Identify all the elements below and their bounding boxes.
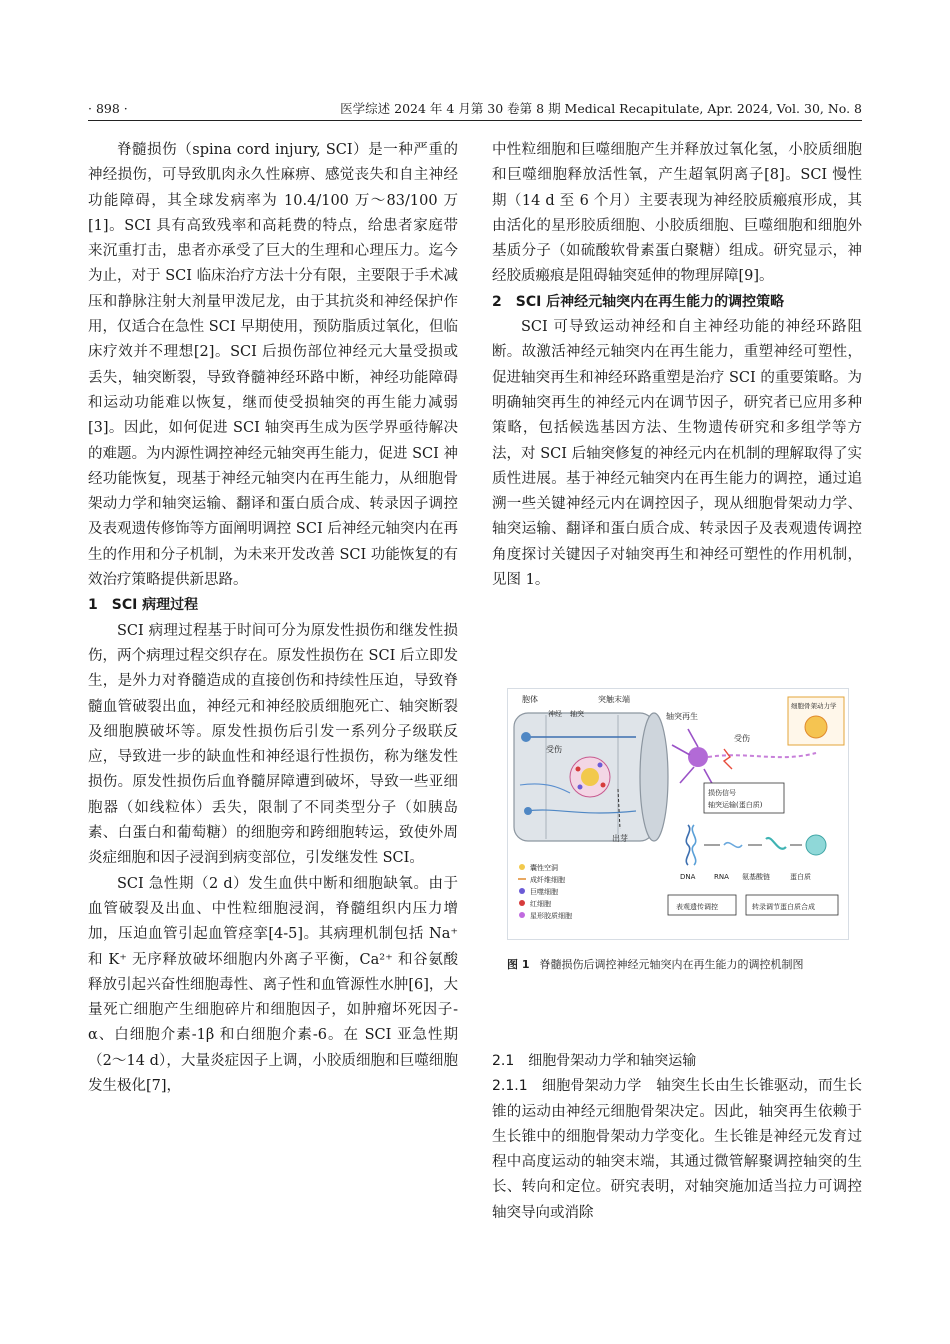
figure-caption-text: 脊髓损伤后调控神经元轴突内在再生能力的调控机制图 bbox=[539, 958, 804, 971]
right-column bbox=[492, 138, 862, 593]
label-amino-acid: 氨基酸链 bbox=[742, 873, 770, 881]
dna-icon bbox=[686, 825, 689, 865]
label-regeneration: 轴突再生 bbox=[666, 712, 698, 721]
label-epigenetic: 表观遗传调控 bbox=[676, 903, 718, 911]
section-2-paragraph: SCI 可导致运动神经和自主神经功能的神经环路阻断。故激活神经元轴突内在再生能力，重塑神经可塑性，促进轴突再生和神经环路重塑是治疗 SCI 的重要策略。为明确轴突再生的神经元内在调节因子，研究者已应用多种策略，包括候选基因方法、生物遗传研究和多组学等方法，对 SCI 后轴突修复的神经元内在机制的理解取得了实质性进展。基于神经元轴突内在再生能力的调控，通过追溯一些关键神经元内在调控因子，现从细胞骨架动力学、轴突运输、翻译和蛋白质合成、转录因子及表观遗传调控角度探讨关键因子对轴突再生和神经可塑性的作用机制，见图 1。 bbox=[492, 319, 862, 589]
red-blood-cell bbox=[576, 767, 581, 772]
figure-caption-number: 图 1 bbox=[507, 958, 530, 971]
section-2-1-1-heading: 2.1.1 细胞骨架动力学 bbox=[492, 1078, 642, 1095]
section-2-1-1-paragraph bbox=[492, 1074, 862, 1226]
protein-icon bbox=[806, 835, 826, 855]
legend-dot bbox=[519, 900, 525, 906]
section-2-1-1-text: 轴突生长由生长锥驱动，而生长锥的运动由神经元细胞骨架决定。因此，轴突再生依赖于生长锥中的细胞骨架动力学变化。生长锥是神经元发育过程中高度运动的轴突末端，其通过微管解聚调控轴突的生长、转向和定位。研究表明，对轴突施加适当拉力可调控轴突导向或消除 bbox=[492, 1078, 863, 1221]
journal-citation: 医学综述 2024 年 4 月第 30 卷第 8 期 Medical Recapitulate, Apr. 2024, Vol. 30, No. 8 bbox=[340, 101, 862, 116]
label-axon: 轴突 bbox=[570, 710, 584, 718]
label-protein: 蛋白质 bbox=[790, 873, 811, 881]
growth-cone-icon bbox=[805, 716, 827, 738]
section-2-1-heading: 2.1 细胞骨架动力学和轴突运输 bbox=[492, 1053, 697, 1069]
neuron-soma bbox=[521, 732, 531, 742]
legend-item: 星形胶质细胞 bbox=[530, 912, 572, 920]
label-transcription: 转录调节蛋白质合成 bbox=[752, 903, 815, 911]
running-header bbox=[88, 98, 862, 121]
legend-dot bbox=[519, 864, 525, 870]
label-cytoskeleton: 细胞骨架动力学 bbox=[791, 702, 837, 710]
figure-1 bbox=[507, 688, 849, 940]
legend-item: 红细胞 bbox=[530, 900, 551, 908]
label-nerve: 神经 bbox=[548, 710, 562, 718]
legend-item: 巨噬细胞 bbox=[530, 888, 558, 896]
red-blood-cell bbox=[601, 783, 606, 788]
figure-caption bbox=[507, 955, 847, 974]
continued-paragraph: 中性粒细胞和巨噬细胞产生并释放过氧化氢，小胶质细胞和巨噬细胞释放活性氧，产生超氧阴离子[8]。SCI 慢性期（14 d 至 6 个月）主要表现为神经胶质瘢痕形成，其由活化的星形胶质细胞、小胶质细胞、巨噬细胞和细胞外基质分子（如硫酸软骨素蛋白聚糖）组成。研究显示，神经胶质瘢痕是阻碍轴突延伸的物理屏障[9]。 bbox=[492, 142, 862, 285]
label-injury-right: 受伤 bbox=[734, 734, 750, 743]
figure-1-illustration bbox=[508, 689, 848, 939]
page-number: · 898 · bbox=[88, 101, 128, 116]
label-sprout: 出芽 bbox=[612, 834, 628, 843]
section-1-paragraph-2: SCI 急性期（2 d）发生血供中断和细胞缺氧。由于血管破裂及出血、中性粒细胞浸润，脊髓组织内压力增加，压迫血管引起血管痉挛[4-5]。其病理机制包括 Na⁺ 和 K⁺ 无序释放破坏细胞内外离子平衡，Ca²⁺ 和谷氨酸释放引起兴奋性细胞毒性、离子性和血管源性水肿[6]，大量死亡细胞产生细胞碎片和细胞因子，如肿瘤坏死因子-α、白细胞介素-1β 和白细胞介素-6。在 SCI 亚急性期（2～14 d），大量炎症因子上调，小胶质细胞和巨噬细胞发生极化[7]， bbox=[88, 875, 458, 1094]
left-column bbox=[88, 138, 458, 1099]
regenerating-neuron-soma bbox=[688, 747, 708, 767]
dna-icon bbox=[692, 825, 695, 865]
macrophage bbox=[598, 763, 603, 768]
figure-legend bbox=[518, 863, 572, 920]
label-terminal: 突触末端 bbox=[598, 695, 630, 704]
label-axon-transport: 轴突运输(蛋白质) bbox=[708, 801, 763, 809]
legend-dot bbox=[519, 888, 525, 894]
label-injury-signal: 损伤信号 bbox=[708, 789, 736, 797]
section-1-paragraph-1: SCI 病理过程基于时间可分为原发性损伤和继发性损伤，两个病理过程交织存在。原发性损伤在 SCI 后立即发生，是外力对脊髓造成的直接创伤和持续性压迫，导致脊髓血管破裂出血，神经元和神经胶质细胞死亡、轴突断裂及细胞膜破坏等。原发性损伤后引发一系列分子级联反应，导致进一步的缺血性和神经退行性损伤，称为继发性损伤。原发性损伤后血脊髓屏障遭到破坏，导致一些亚细胞器（如线粒体）丢失，限制了不同类型分子（如胰岛素、白蛋白和葡萄糖）的细胞旁和跨细胞转运，致使外周炎症细胞和因子浸润到病变部位，引发继发性 SCI。 bbox=[88, 622, 458, 867]
legend-dot bbox=[519, 912, 525, 918]
right-column-lower bbox=[492, 1049, 862, 1226]
intro-paragraph: 脊髓损伤（spina cord injury, SCI）是一种严重的神经损伤，可导致肌肉永久性麻痹、感觉丧失和自主神经功能障碍，其全球发病率为 10.4/100 万～83/100 万[1]。SCI 具有高致残率和高耗费的特点，给患者家庭带来沉重打击，患者亦承受了巨大的生理和心理压力。迄今为止，对于 SCI 临床治疗方法十分有限，主要限于手术减压和静脉注射大剂量甲泼尼龙，由于其抗炎和神经保护作用，仅适合在急性 SCI 早期使用，预防脂质过氧化，但临床疗效并不理想[2]。SCI 后损伤部位神经元大量受损或丢失，轴突断裂，导致脊髓神经环路中断，神经功能障碍和运动功能难以恢复，继而使受损轴突的再生能力减弱[3]。因此，如何促进 SCI 轴突再生成为医学界亟待解决的难题。为内源性调控神经元轴突再生能力，促进 SCI 神经功能恢复，现基于神经元轴突内在再生能力，从细胞骨架动力学和轴突运输、翻译和蛋白质合成、转录因子调控及表观遗传修饰等方面阐明调控 SCI 后神经元轴突内在再生的作用和分子机制，为未来开发改善 SCI 功能恢复的有效治疗策略提供新思路。 bbox=[88, 142, 458, 589]
spinal-cord-end bbox=[640, 713, 668, 841]
regenerating-axon bbox=[708, 753, 816, 757]
lightning-icon bbox=[724, 749, 732, 769]
rna-icon bbox=[724, 843, 742, 848]
label-soma: 胞体 bbox=[522, 695, 538, 704]
label-injury-left: 受伤 bbox=[546, 745, 562, 754]
cystic-cavity bbox=[581, 768, 599, 786]
macrophage bbox=[578, 785, 583, 790]
label-dna: DNA bbox=[680, 873, 696, 881]
section-1-heading: 1 SCI 病理过程 bbox=[88, 597, 199, 614]
legend-item: 成纤维细胞 bbox=[530, 876, 565, 884]
section-2-heading: 2 SCI 后神经元轴突内在再生能力的调控策略 bbox=[492, 293, 785, 310]
label-rna: RNA bbox=[714, 873, 729, 881]
neuron-soma bbox=[524, 807, 532, 815]
amino-acid-chain-icon bbox=[766, 838, 786, 849]
legend-item: 囊性空洞 bbox=[530, 864, 558, 872]
